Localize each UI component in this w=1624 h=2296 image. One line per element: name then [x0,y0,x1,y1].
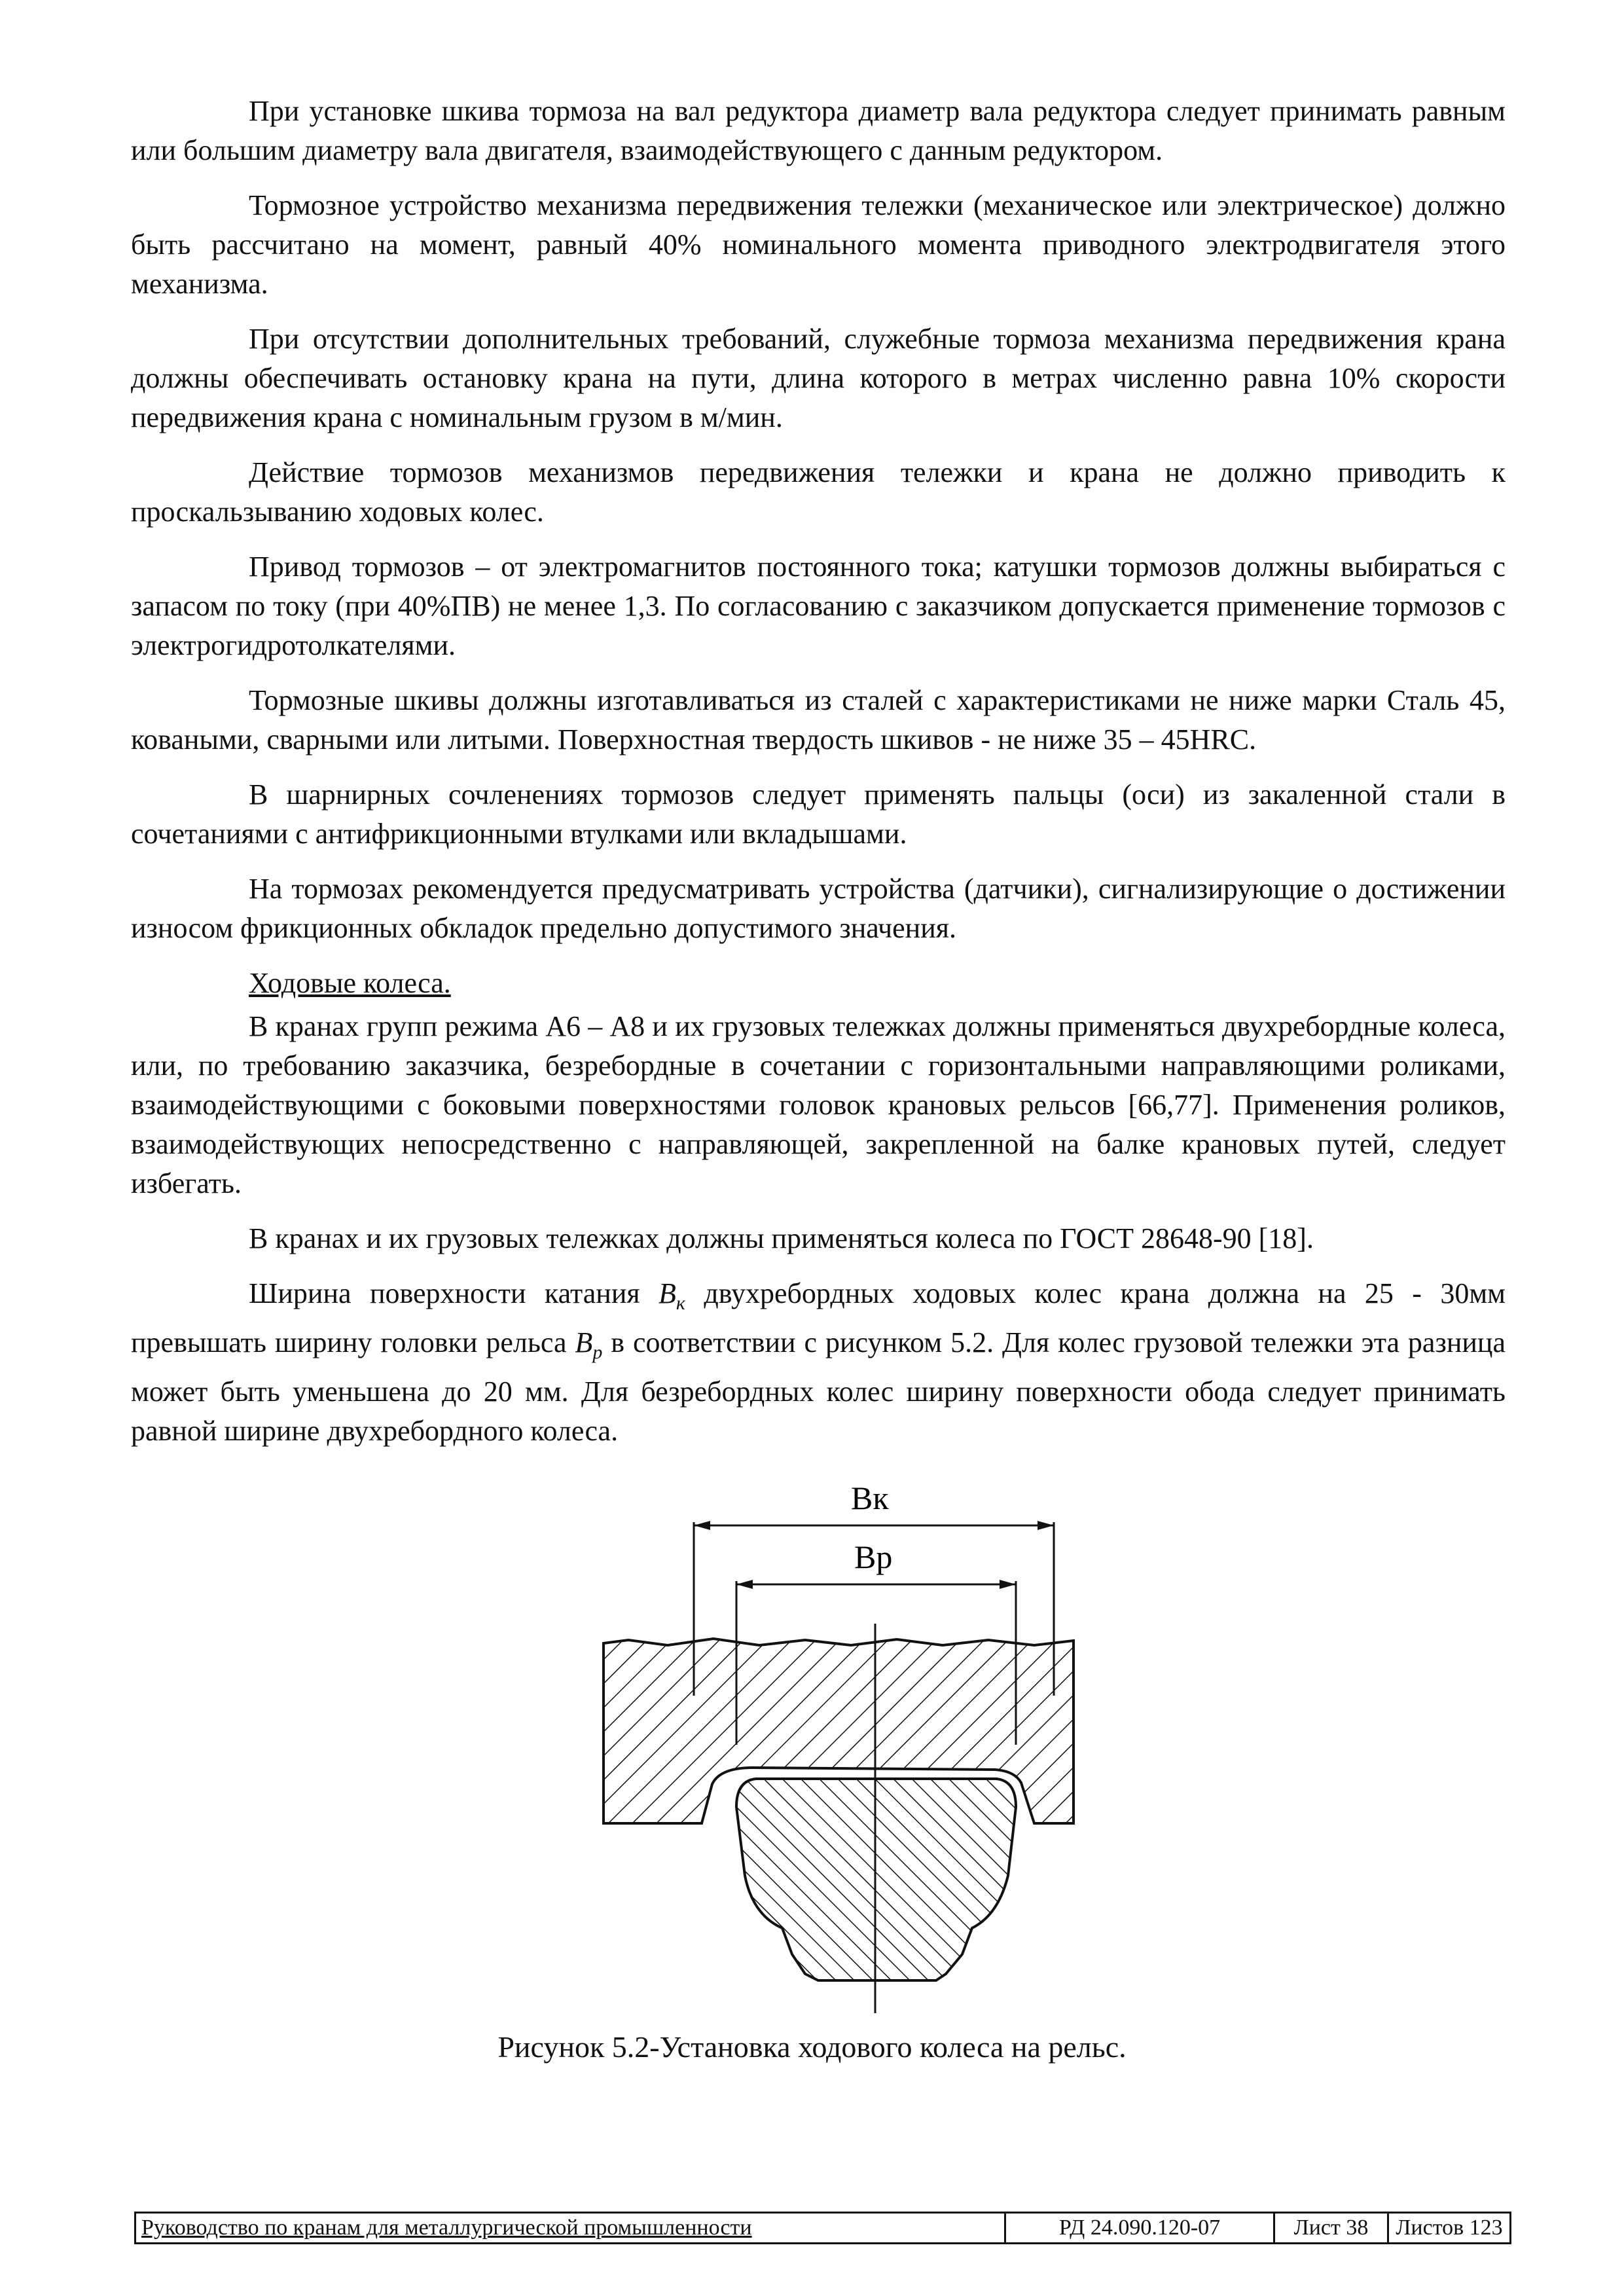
wheel-rail-figure [589,1457,1087,2013]
footer-total-sheets: Листов 123 [1396,2215,1503,2240]
paragraph: В шарнирных сочленениях тормозов следует применять пальцы (оси) из закаленной стали в сочетаниями с антифрикционными втулками или вкладышами. [131,778,1506,850]
bp-label: Bр [854,1539,893,1575]
paragraph-width: Ширина поверхности катания $B_к$ двухребордных ходовых колес крана должна на 25 - 30мм превышать ширину головки рельса $B_р$ в соответствии с рисунком 5.2. Для колес грузовой тележки эта разница может быть уменьшена до 20 мм. Для безребордных колес ширину поверхности обода следует принимать равной ширине двухребордного колеса. [131,1277,1506,1447]
document-body [131,92,1506,1467]
paragraph: При установке шкива тормоза на вал редуктора диаметр вала редуктора следует принимать равным или большим диаметру вала двигателя, взаимодействующего с данным редуктором. [131,95,1506,166]
paragraph: Тормозные шкивы должны изготавливаться из сталей с характеристиками не ниже марки Сталь 45, коваными, сварными или литыми. Поверхностная твердость шкивов - не ниже 35 – 45HRC. [131,684,1506,756]
paragraph: Привод тормозов – от электромагнитов постоянного тока; катушки тормозов должны выбираться с запасом по току (при 40%ПВ) не менее 1,3. По согласованию с заказчиком допускается применение тормозов с электрогидротолкателями. [131,551,1506,661]
paragraph: В кранах групп режима А6 – А8 и их грузовых тележках должны применяться двухребордные колеса, или, по требованию заказчика, безребордные в сочетании с горизонтальными направляющими роликами, взаимодействующими с боковыми поверхностями головок крановых рельсов [66,77]. Применения роликов, взаимодействующих непосредственно с направляющей, закрепленной на балке крановых путей, следует избегать. [131,1010,1506,1199]
paragraph: На тормозах рекомендуется предусматривать устройства (датчики), сигнализирующие о достижении износом фрикционных обкладок предельно допустимого значения. [131,873,1506,944]
section-heading: Ходовые колеса. [249,967,451,999]
paragraph: Действие тормозов механизмов передвижения тележки и крана не должно приводить к проскальзыванию ходовых колес. [131,456,1506,528]
footer-title: Руководство по кранам для металлургической промышленности [136,2214,1006,2242]
paragraph: Тормозное устройство механизма передвижения тележки (механическое или электрическое) должно быть рассчитано на момент, равный 40% номинального момента приводного электродвигателя этого механизма. [131,189,1506,300]
paragraph: В кранах и их грузовых тележках должны применяться колеса по ГОСТ 28648-90 [18]. [249,1222,1314,1254]
footer-sheet: Лист 38 [1275,2214,1389,2242]
footer-stamp [134,2212,1511,2244]
bk-label: Bк [851,1480,889,1516]
paragraph: При отсутствии дополнительных требований, служебные тормоза механизма передвижения крана должны обеспечивать остановку крана на пути, длина которого в метрах численно равна 10% скорости передвижения крана с номинальным грузом в м/мин. [131,323,1506,433]
figure-caption: Рисунок 5.2-Установка ходового колеса на рельс. [497,2030,1127,2064]
footer-doc-code: РД 24.090.120-07 [1006,2214,1275,2242]
